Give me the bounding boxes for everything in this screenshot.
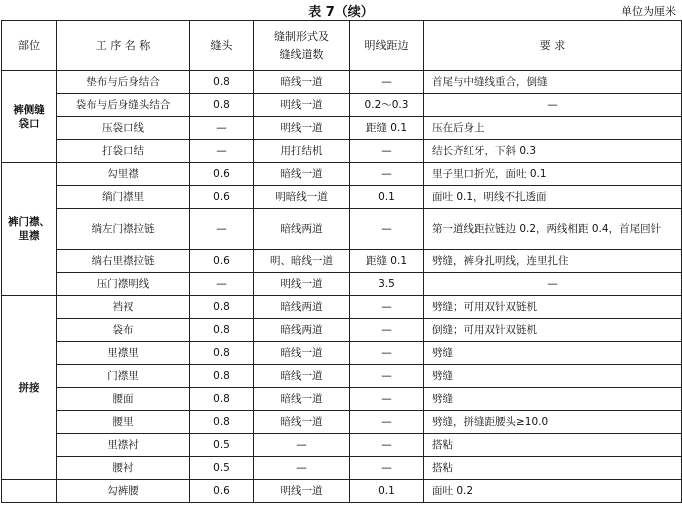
seam-allowance-cell: — [190, 273, 254, 296]
table-row [2, 250, 682, 273]
topstitch-distance-cell: 3.5 [350, 273, 424, 296]
table-row [2, 365, 682, 388]
table-row [2, 163, 682, 186]
topstitch-distance-cell: — [350, 140, 424, 163]
process-name-cell: 勾裤腰 [57, 480, 190, 503]
process-name-cell: 绱右里襟拉链 [57, 250, 190, 273]
requirement-cell: 第一道线距拉链边 0.2，两线相距 0.4，首尾回针 [424, 209, 682, 250]
seam-allowance-cell: 0.6 [190, 480, 254, 503]
column-header: 工 序 名 称 [57, 21, 190, 71]
requirement-cell: 劈缝 [424, 365, 682, 388]
topstitch-distance-cell: 0.2～0.3 [350, 94, 424, 117]
unit-note: 单位为厘米 [621, 5, 676, 18]
process-name-cell: 腰衬 [57, 457, 190, 480]
part-cell: 裤门襟、 里襟 [2, 163, 57, 296]
table-row [2, 273, 682, 296]
seam-allowance-cell: — [190, 209, 254, 250]
table-row [2, 457, 682, 480]
seam-allowance-cell: 0.8 [190, 319, 254, 342]
stitch-type-cell: 暗线一道 [254, 365, 350, 388]
sewing-process-table [1, 20, 682, 503]
requirement-cell: 倒缝；可用双针双链机 [424, 319, 682, 342]
requirement-cell: 劈缝；可用双针双链机 [424, 296, 682, 319]
requirement-cell: 面吐 0.2 [424, 480, 682, 503]
column-header: 明线距边 [350, 21, 424, 71]
process-name-cell: 裆衩 [57, 296, 190, 319]
topstitch-distance-cell: — [350, 209, 424, 250]
topstitch-distance-cell: — [350, 319, 424, 342]
topstitch-distance-cell: 0.1 [350, 480, 424, 503]
requirement-cell: 劈缝 [424, 342, 682, 365]
requirement-cell: 搭粘 [424, 457, 682, 480]
stitch-type-cell: 暗线一道 [254, 163, 350, 186]
stitch-type-cell: — [254, 434, 350, 457]
topstitch-distance-cell: — [350, 434, 424, 457]
process-name-cell: 袋布 [57, 319, 190, 342]
stitch-type-cell: 暗线两道 [254, 319, 350, 342]
stitch-type-cell: 暗线一道 [254, 388, 350, 411]
table-row [2, 480, 682, 503]
table-row [2, 71, 682, 94]
table-row [2, 209, 682, 250]
requirement-cell: — [424, 273, 682, 296]
seam-allowance-cell: 0.8 [190, 296, 254, 319]
column-header: 部位 [2, 21, 57, 71]
seam-allowance-cell: 0.8 [190, 94, 254, 117]
table-body [2, 71, 682, 503]
seam-allowance-cell: 0.6 [190, 250, 254, 273]
requirement-cell: 搭粘 [424, 434, 682, 457]
seam-allowance-cell: 0.8 [190, 388, 254, 411]
process-name-cell: 压袋口线 [57, 117, 190, 140]
stitch-type-cell: 暗线两道 [254, 209, 350, 250]
part-cell: 拼接 [2, 296, 57, 480]
seam-allowance-cell: 0.6 [190, 163, 254, 186]
process-name-cell: 袋布与后身缝头结合 [57, 94, 190, 117]
stitch-type-cell: — [254, 457, 350, 480]
process-name-cell: 腰里 [57, 411, 190, 434]
seam-allowance-cell: — [190, 117, 254, 140]
process-name-cell: 里襟里 [57, 342, 190, 365]
topstitch-distance-cell: 距缝 0.1 [350, 117, 424, 140]
table-row [2, 94, 682, 117]
stitch-type-cell: 暗线一道 [254, 411, 350, 434]
topstitch-distance-cell: — [350, 365, 424, 388]
table-row [2, 319, 682, 342]
stitch-type-cell: 暗线一道 [254, 342, 350, 365]
process-name-cell: 打袋口结 [57, 140, 190, 163]
stitch-type-cell: 明线一道 [254, 480, 350, 503]
stitch-type-cell: 明、暗线一道 [254, 250, 350, 273]
seam-allowance-cell: 0.8 [190, 365, 254, 388]
process-name-cell: 压门襟明线 [57, 273, 190, 296]
requirement-cell: 首尾与中缝线重合，倒缝 [424, 71, 682, 94]
table-row [2, 434, 682, 457]
stitch-type-cell: 暗线一道 [254, 71, 350, 94]
requirement-cell: 劈缝，裤身扎明线，连里扎住 [424, 250, 682, 273]
seam-allowance-cell: 0.8 [190, 342, 254, 365]
seam-allowance-cell: 0.6 [190, 186, 254, 209]
part-cell [2, 480, 57, 503]
process-name-cell: 垫布与后身结合 [57, 71, 190, 94]
table-row [2, 140, 682, 163]
requirement-cell: — [424, 94, 682, 117]
stitch-type-cell: 明线一道 [254, 273, 350, 296]
process-name-cell: 里襟衬 [57, 434, 190, 457]
table-row [2, 342, 682, 365]
requirement-cell: 劈缝，拼缝距腰头≥10.0 [424, 411, 682, 434]
seam-allowance-cell: 0.5 [190, 434, 254, 457]
header-row [2, 21, 682, 71]
topstitch-distance-cell: — [350, 342, 424, 365]
topstitch-distance-cell: — [350, 296, 424, 319]
process-name-cell: 绱左门襟拉链 [57, 209, 190, 250]
column-header: 缝头 [190, 21, 254, 71]
table-row [2, 388, 682, 411]
requirement-cell: 里子里口折光，面吐 0.1 [424, 163, 682, 186]
stitch-type-cell: 用打结机 [254, 140, 350, 163]
seam-allowance-cell: 0.8 [190, 71, 254, 94]
stitch-type-cell: 暗线两道 [254, 296, 350, 319]
table-title-bar [0, 0, 682, 20]
stitch-type-cell: 明线一道 [254, 94, 350, 117]
process-name-cell: 绱门襟里 [57, 186, 190, 209]
part-cell: 裤侧缝 袋口 [2, 71, 57, 163]
table-row [2, 117, 682, 140]
seam-allowance-cell: 0.8 [190, 411, 254, 434]
table-row [2, 186, 682, 209]
topstitch-distance-cell: — [350, 457, 424, 480]
topstitch-distance-cell: 距缝 0.1 [350, 250, 424, 273]
requirement-cell: 结长齐红牙，下斜 0.3 [424, 140, 682, 163]
seam-allowance-cell: 0.5 [190, 457, 254, 480]
topstitch-distance-cell: — [350, 163, 424, 186]
requirement-cell: 劈缝 [424, 388, 682, 411]
requirement-cell: 压在后身上 [424, 117, 682, 140]
topstitch-distance-cell: 0.1 [350, 186, 424, 209]
topstitch-distance-cell: — [350, 388, 424, 411]
column-header: 缝制形式及 缝线道数 [254, 21, 350, 71]
process-name-cell: 勾里襟 [57, 163, 190, 186]
table-row [2, 411, 682, 434]
stitch-type-cell: 明线一道 [254, 117, 350, 140]
column-header: 要 求 [424, 21, 682, 71]
table-title: 表 7（续） [308, 5, 374, 20]
requirement-cell: 面吐 0.1，明线不扎透面 [424, 186, 682, 209]
seam-allowance-cell: — [190, 140, 254, 163]
process-name-cell: 腰面 [57, 388, 190, 411]
topstitch-distance-cell: — [350, 71, 424, 94]
table-row [2, 296, 682, 319]
topstitch-distance-cell: — [350, 411, 424, 434]
stitch-type-cell: 明暗线一道 [254, 186, 350, 209]
process-name-cell: 门襟里 [57, 365, 190, 388]
